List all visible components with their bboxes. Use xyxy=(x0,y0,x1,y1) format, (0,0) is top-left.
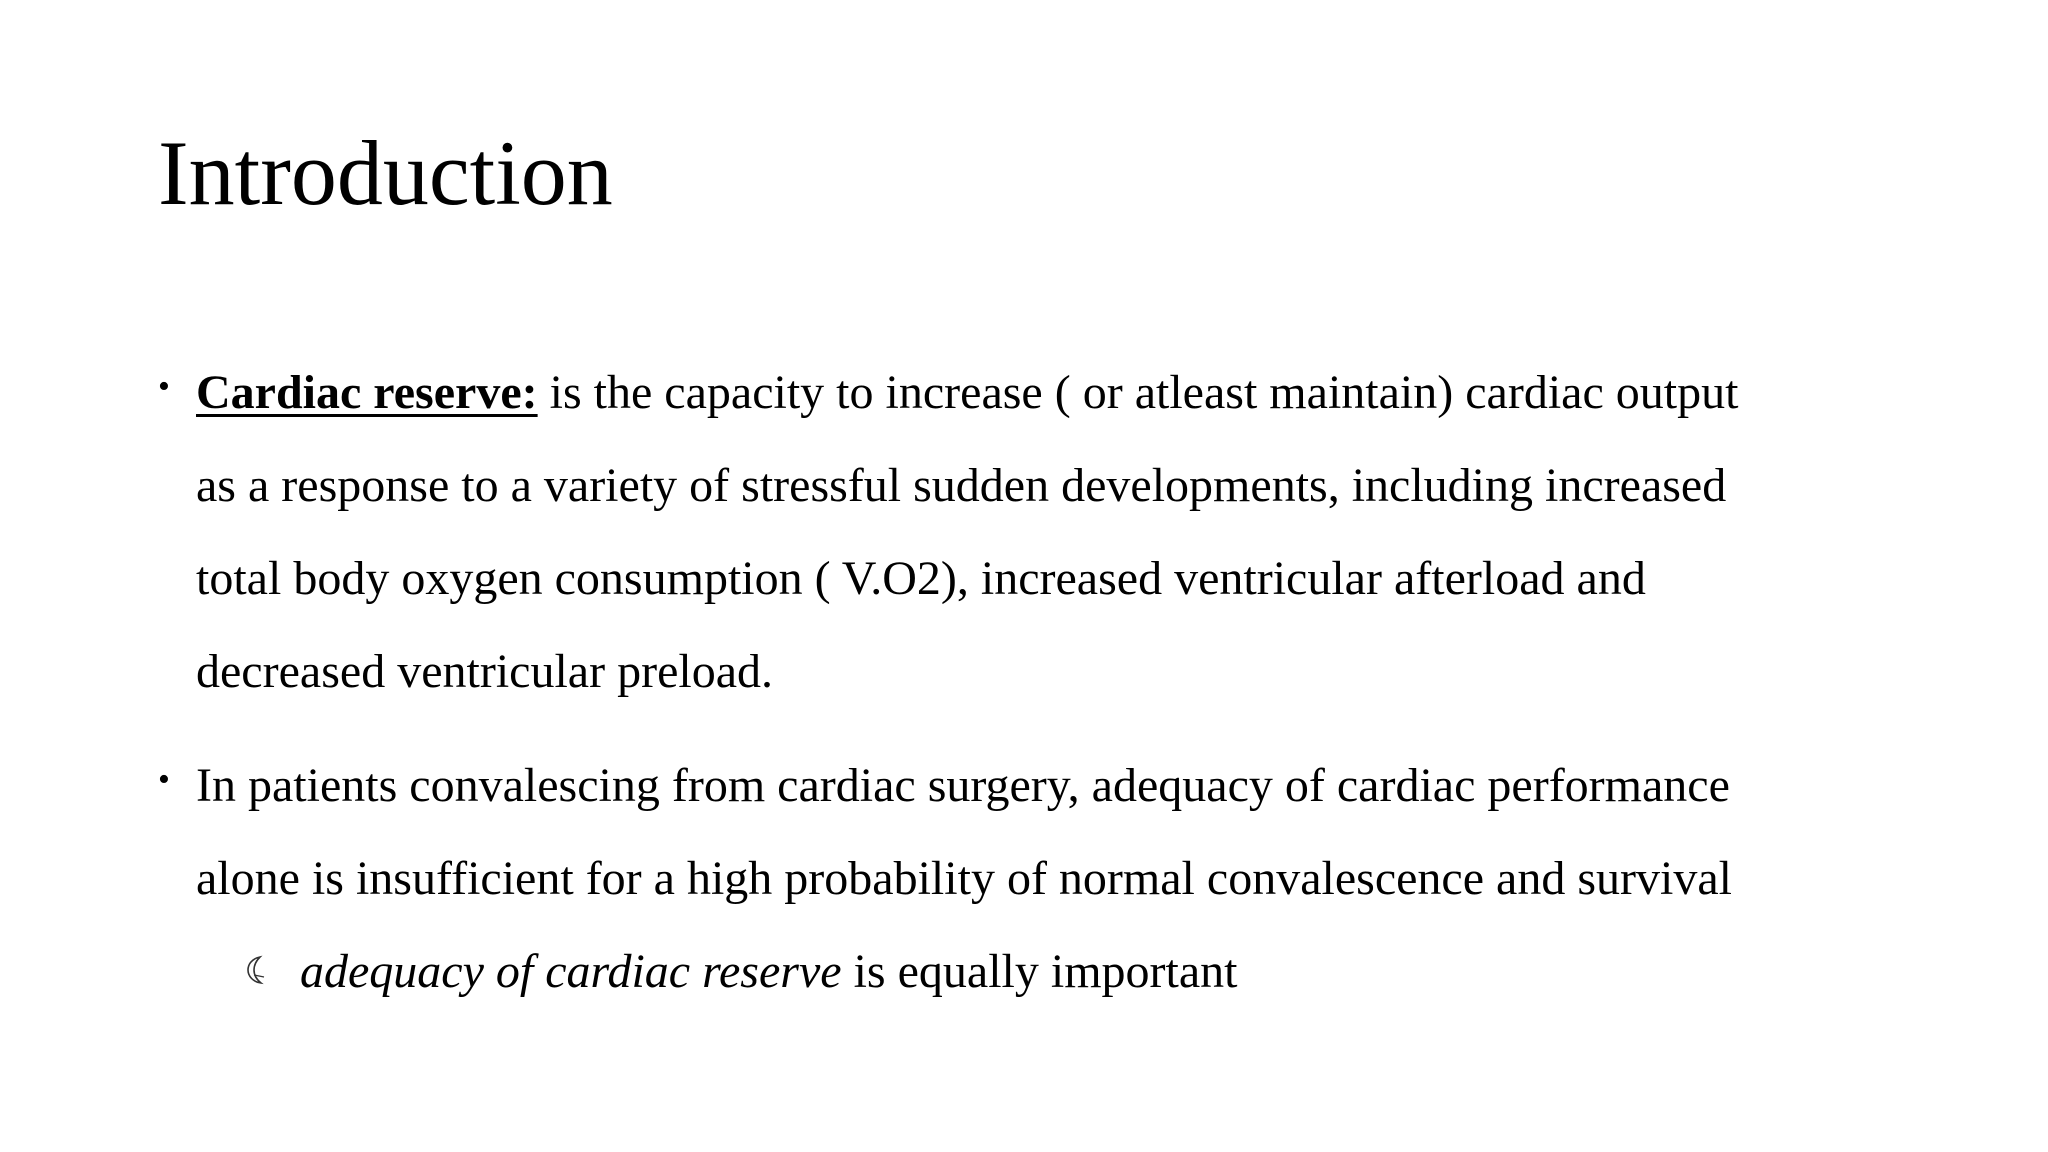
bullet-line: decreased ventricular preload. xyxy=(196,645,774,698)
bullet-line: alone is insufficient for a high probability of normal convalescence and survival xyxy=(196,852,1732,905)
bullet-line: In patients convalescing from cardiac surgery, adequacy of cardiac performance xyxy=(196,759,1730,812)
bullet-dot-icon: • xyxy=(158,761,170,798)
italic-phrase: adequacy of cardiac reserve xyxy=(300,945,842,998)
sub-bullet-cardiac-reserve xyxy=(196,925,1938,1018)
bullet-dot-icon: • xyxy=(158,368,170,405)
bullet-line: total body oxygen consumption ( V.O2), increased ventricular afterload and xyxy=(196,552,1646,605)
bullet-cardiac-reserve xyxy=(158,346,1938,718)
slide-content xyxy=(158,346,1938,1018)
slide-title: Introduction xyxy=(158,122,613,224)
sub-bullet-text: is equally important xyxy=(841,945,1238,998)
crescent-moon-icon xyxy=(246,925,280,1018)
bullet-line: as a response to a variety of stressful sudden developments, including increased xyxy=(196,459,1727,512)
bullet-text: is the capacity to increase ( or atleast maintain) cardiac output xyxy=(537,366,1739,419)
bullet-convalescence xyxy=(158,739,1938,1018)
bullet-line xyxy=(196,346,1938,439)
term-cardiac-reserve: Cardiac reserve: xyxy=(196,366,538,419)
